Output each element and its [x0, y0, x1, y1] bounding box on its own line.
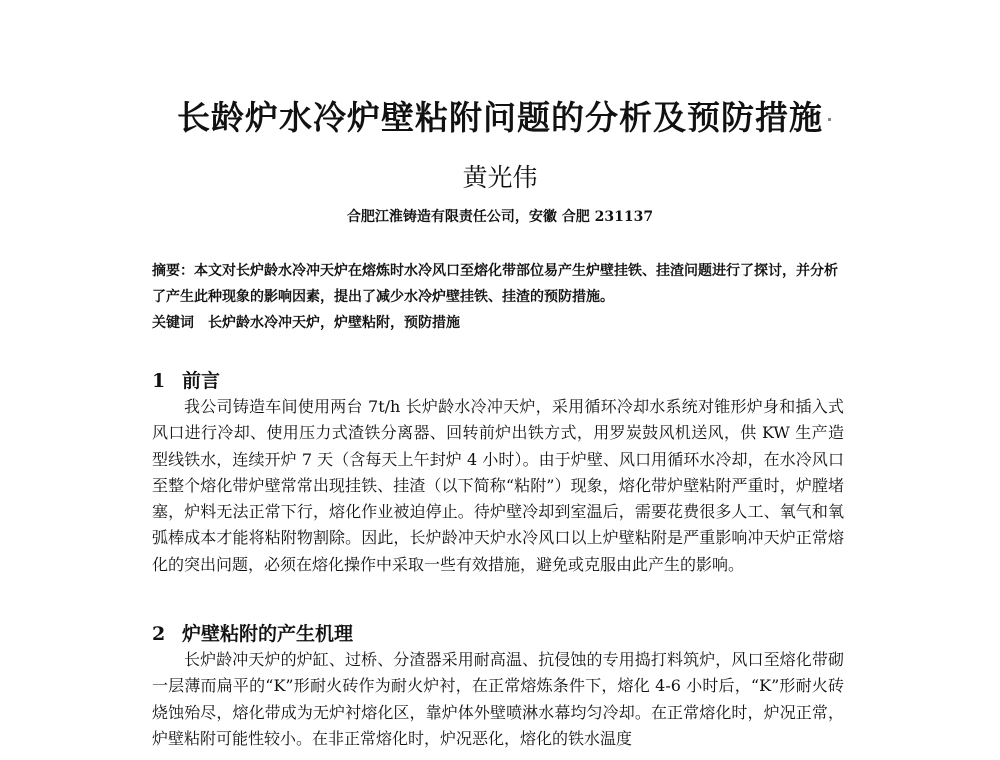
- abstract-text: 本文对长炉龄水冷冲天炉在熔炼时水冷风口至熔化带部位易产生炉壁挂铁、挂渣问题进行了探讨，并分析了产生此种现象的影响因素，提出了减少水冷炉壁挂铁、挂渣的预防措施。: [152, 263, 838, 305]
- section-number: 2: [152, 623, 166, 645]
- paragraph: 我公司铸造车间使用两台 7t/h 长炉龄水冷冲天炉，采用循环冷却水系统对锥形炉身和插入式风口进行冷却、使用压力式渣铁分离器、回转前炉出铁方式，用罗炭鼓风机送风，供 KW 生产造型线铁水，连续开炉 7 天（含每天上午封炉 4 小时）。由于炉壁、风口用循环水冷却，在水冷风口至整个熔化带炉壁常常出现挂铁、挂渣（以下简称“粘附”）现象，熔化带炉壁粘附严重时，炉膛堵塞，炉料无法正常下行，熔化作业被迫停止。待炉壁冷却到室温后，需要花费很多人工、氧气和氧弧棒成本才能将粘附物割除。因此，长炉龄冲天炉水冷风口以上炉壁粘附是严重影响冲天炉正常熔化的突出问题，必须在熔化操作中采取一些有效措施，避免或克服由此产生的影响。: [152, 397, 844, 574]
- section-body-mechanism: [152, 647, 844, 752]
- paragraph: 长炉龄冲天炉的炉缸、过桥、分渣器采用耐高温、抗侵蚀的专用捣打料筑炉，风口至熔化带砌一层薄而扁平的“K”形耐火砖作为耐火炉衬，在正常熔炼条件下，熔化 4-6 小时后，“K”形耐火砖烧蚀殆尽，熔化带成为无炉衬熔化区，靠炉体外壁喷淋水幕均匀冷却。在正常熔化时，炉况正常，炉壁粘附可能性较小。在非正常熔化时，炉况恶化，熔化的铁水温度: [152, 650, 844, 748]
- section-number: 1: [152, 370, 166, 392]
- abstract-paragraph: [152, 258, 842, 310]
- section-body-intro: [152, 394, 844, 578]
- section-title: 炉壁粘附的产生机理: [182, 623, 354, 645]
- section-heading-mechanism: [152, 619, 353, 646]
- author-name: 黄光伟: [462, 163, 538, 192]
- paper-title: 长龄炉水冷炉壁粘附问题的分析及预防措施: [177, 98, 823, 137]
- section-title: 前言: [182, 370, 221, 392]
- keywords-text: 长炉龄水冷冲天炉，炉壁粘附，预防措施: [208, 315, 460, 331]
- section-heading-intro: [152, 366, 220, 393]
- keywords-label: 关键词: [152, 315, 194, 331]
- affiliation: 合肥江淮铸造有限责任公司，安徽 合肥 231137: [346, 209, 654, 225]
- keywords-paragraph: [152, 310, 842, 336]
- abstract-block: [152, 258, 842, 336]
- abstract-label: 摘要：: [152, 263, 194, 279]
